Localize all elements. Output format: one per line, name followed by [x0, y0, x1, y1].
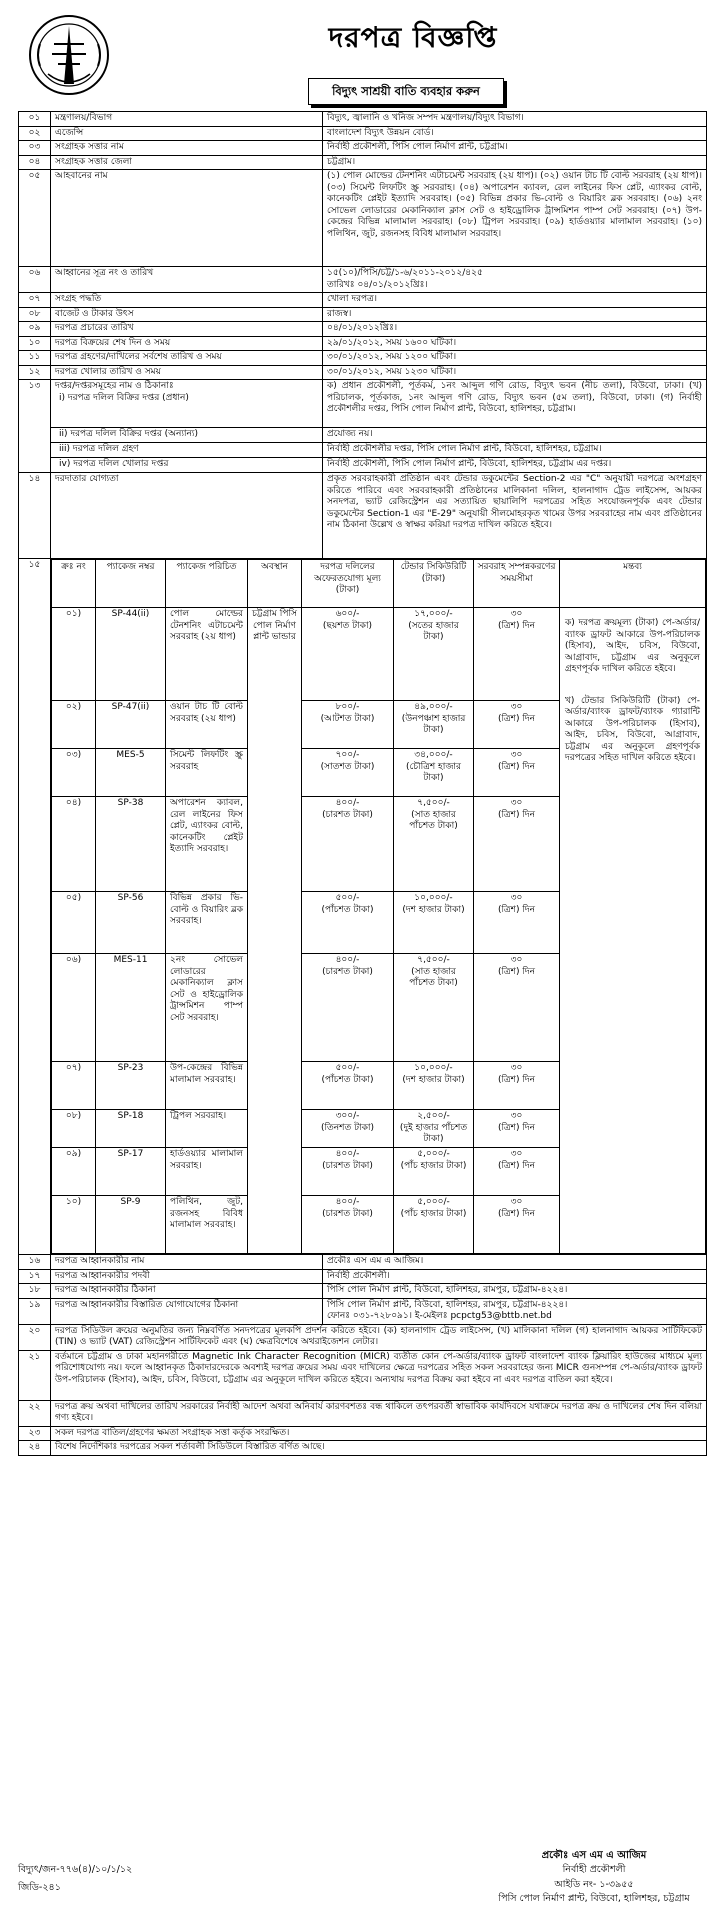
row-label: বাজেট ও টাকার উৎস	[51, 307, 323, 322]
security-words: (উনপঞ্চাশ হাজার টাকা)	[401, 713, 466, 736]
note-text: বিশেষ নির্দেশিকাঃ দরপত্রের সকল শর্তাবলী সিডিউলে বিস্তারিত বর্ণিত আছে।	[51, 1441, 707, 1456]
signatory-id: আইডি নং- ১-৩৯৫৫	[554, 1878, 634, 1890]
remarks-b: খ) টেন্ডার সিকিউরিটি (টাকা) পে-অর্ডার/ব্যাংক ড্রাফট/ব্যাংক গ্যারান্টি আকারে উপ-পরিচালক (হিসাব), আইদ, চবিস, বিউবো, আগ্রাবাদ, চট্টগ্রাম এর অনুকূলে গ্রহণপূর্বক দরপত্রের সহিত দাখিল করিতে হইবে।	[565, 695, 700, 764]
package-serial: ০৯)	[52, 1148, 96, 1196]
row-number: ১৯	[19, 1298, 51, 1324]
package-description: পলিথিন, জুট, রজনসহ বিবিধ মালামাল সরবরাহ।	[166, 1196, 248, 1254]
row-label: এজেন্সি	[51, 126, 323, 141]
package-delivery-time	[474, 954, 560, 1062]
row-value	[323, 1284, 707, 1299]
row-value-line: প্রকৌঃ এস এম এ আজিম।	[327, 1256, 424, 1267]
row13-heading: দপ্তর/দপ্তরসমূহের নাম ও ঠিকানাঃ	[55, 381, 174, 392]
note-text: দরপত্র ক্রয় অথবা দাখিলের তারিখ সরকারের নির্বাহী আদেশ অথবা অনিবার্য কারণবশতঃ বন্ধ থাকিলে তৎপরবর্তী স্বাভাবিক কার্যদিবসে যথাক্রমে দরপত্র ক্রয় ও দাখিলের শেষ দিন বলিয়া গণ্য হইবে।	[51, 1400, 707, 1426]
package-price	[302, 892, 394, 954]
package-security	[394, 701, 474, 749]
security-figure: ১০,০০০/-	[414, 893, 453, 904]
row-number: ০৭	[19, 293, 51, 308]
row-value-line: ১৫(১০)/পিসি/চট্ট/১-৬/২০১১-২০১২/৪২৫	[327, 268, 483, 279]
package-serial: ০৪)	[52, 797, 96, 892]
days-words: (ত্রিশ) দিন	[497, 966, 536, 977]
footer	[18, 1848, 707, 1910]
row-label: সংগ্রাহক সত্তার নাম	[51, 141, 323, 156]
package-security	[394, 749, 474, 797]
security-figure: ১০,০০০/-	[414, 1063, 453, 1074]
package-delivery-time	[474, 749, 560, 797]
row-value-line: পিসি পোল নির্মাণ প্লান্ট, বিউবো, হালিশহর, রামপুর, চট্টগ্রাম-৪২২৪।	[327, 1285, 568, 1296]
row-label: দরপত্র আহ্বানকারীর বিস্তারিত যোগাযোগের ঠিকানা	[51, 1298, 323, 1324]
security-figure: ৭,৫০০/-	[417, 798, 450, 809]
package-serial: ০৫)	[52, 892, 96, 954]
days-words: (ত্রিশ) দিন	[497, 1074, 536, 1085]
package-delivery-time	[474, 1196, 560, 1254]
row-number: ১৮	[19, 1284, 51, 1299]
row-value	[323, 365, 707, 380]
note-text: সকল দরপত্র বাতিল/গ্রহণের ক্ষমতা সংগ্রাহক সত্তা কর্তৃক সংরক্ষিত।	[51, 1426, 707, 1441]
price-words: (চারশত টাকা)	[322, 1160, 373, 1171]
row-label: দরপত্র আহ্বানকারীর পদবী	[51, 1269, 323, 1284]
row-value	[323, 1255, 707, 1270]
column-header-time: সরবরাহ সম্পন্নকরণের সময়সীমা	[474, 560, 560, 608]
package-price	[302, 1062, 394, 1110]
security-words: (সতের হাজার টাকা)	[408, 620, 459, 643]
row-label: সংগ্রহ পদ্ধতি	[51, 293, 323, 308]
days-figure: ৩০	[510, 1149, 523, 1160]
package-number: MES-11	[96, 954, 166, 1062]
package-row	[52, 608, 706, 701]
row-label	[51, 428, 323, 443]
row-number: ১৬	[19, 1255, 51, 1270]
package-number: SP-17	[96, 1148, 166, 1196]
row-number: ০৮	[19, 307, 51, 322]
row-value	[323, 307, 707, 322]
package-location: চট্টগ্রাম পিসি পোল নির্মাণ প্লান্ট ভান্ডার	[248, 608, 302, 1254]
slogan-box: বিদ্যুৎ সাশ্রয়ী বাতি ব্যবহার করুন	[308, 78, 504, 105]
price-figure: ৩০০/-	[335, 1111, 360, 1122]
office-value: ক) প্রধান প্রকৌশলী, পূর্তকর্ম, ১নং আব্দুল গণি রোড, বিদ্যুৎ ভবন (নীচ তলা), বিউবো, ঢাকা। (খ) পরিচালক, পূর্তকাজ, ১নং আব্দুল গণি রোড, বিদ্যুৎ ভবন (৫ম তলা), বিউবো, ঢাকা। (গ) নির্বাহী প্রকৌশলীর দপ্তর, পিসি পোল নির্মাণ প্লান্ট, বিউবো, হালিশহর, চট্টগ্রাম।	[323, 380, 707, 428]
row-number: ০৯	[19, 322, 51, 337]
row-value-line: (১) পোল মোল্ডের টেনশনিং এটাচমেন্ট সরবরাহ (২য় ধাপ)। (০২) ওয়ান টাচ টি বোল্ট সরবরাহ (২য় ধাপ)। (০৩) সিমেন্ট লিফটিং স্ক্রু সরবরাহ। (০৪) অপারেশন ক্যাবল, রেল লাইনের ফিস প্লেট, এ্যাংকর বোল্ট, কানেকটিং প্লেইট ইত্যাদি সরবরাহ। (০৫) বিভিন্ন প্রকার ভি-বোল্ট ও বিয়ারিং ব্লক সরবরাহ। (০৬) ২নং সোভেল লোডারের মেকানিক্যাল ক্লাস সেট ও হাইড্রোলিক ট্রান্সমিশন পাম্প সেট সরবরাহ। (০৭) উপ-কেন্দ্রের বিভিন্ন মালামাল সরবরাহ। (০৮) ট্রিপল সরবরাহ। (০৯) হার্ডওয়্যার মালামাল সরবরাহ। (১০) পলিথিন, জুট, রজনসহ বিবিধ মালামাল সরবরাহ।	[327, 171, 702, 239]
office-value: প্রযোজ্য নয়।	[323, 428, 707, 443]
price-words: (চারশত টাকা)	[322, 1208, 373, 1219]
package-security	[394, 954, 474, 1062]
price-figure: ৫০০/-	[335, 1063, 360, 1074]
table-row	[19, 1298, 707, 1324]
table-row	[19, 293, 707, 308]
row-label	[51, 380, 323, 428]
table-row	[19, 155, 707, 170]
row-value	[323, 1298, 707, 1324]
package-header-row	[52, 560, 706, 608]
column-header-pkg: প্যাকেজ নম্বর	[96, 560, 166, 608]
tender-notice-table	[18, 111, 707, 1456]
security-words: (পাঁচ হাজার টাকা)	[400, 1208, 467, 1219]
row-number: ১০	[19, 336, 51, 351]
row-label: দরদাতার যোগ্যতা	[51, 473, 323, 559]
days-figure: ৩০	[510, 609, 523, 620]
row-number: ১৫	[19, 559, 51, 1255]
package-price	[302, 608, 394, 701]
row-number: ০২	[19, 126, 51, 141]
row-label: দরপত্র খোলার তারিখ ও সময়	[51, 365, 323, 380]
security-words: (দুই হাজার পাঁচশত টাকা)	[399, 1122, 468, 1145]
package-number: SP-18	[96, 1110, 166, 1148]
days-words: (ত্রিশ) দিন	[497, 620, 536, 631]
package-description: ট্রিপল সরবরাহ।	[166, 1110, 248, 1148]
signatory-address: পিসি পোল নির্মাণ প্লান্ট, বিউবো, হালিশহর, চট্টগ্রাম	[498, 1892, 690, 1904]
office-label: i) দরপত্র দলিল বিক্রির দপ্তর (প্রধান)	[59, 392, 189, 403]
days-words: (ত্রিশ) দিন	[497, 809, 536, 820]
row-number: ১২	[19, 365, 51, 380]
package-description: সিমেন্ট লিফটিং স্ক্রু সরবরাহ	[166, 749, 248, 797]
row-value	[323, 1269, 707, 1284]
signatory-title: নির্বাহী প্রকৌশলী	[562, 1864, 626, 1876]
row-value-line: নির্বাহী প্রকৌশলী, পিসি পোল নির্মাণ প্লান্ট, চট্টগ্রাম।	[327, 142, 508, 153]
row-value-line: পিসি পোল নির্মাণ প্লান্ট, বিউবো, হালিশহর, রামপুর, চট্টগ্রাম-৪২২৪।	[327, 1299, 568, 1310]
note-row	[19, 1324, 707, 1350]
security-words: (সাত হাজার পাঁচশত টাকা)	[409, 809, 458, 832]
row-label: আহ্বানের সূত্র নং ও তারিখ	[51, 267, 323, 293]
security-figure: ৫,০০০/-	[417, 1197, 450, 1208]
price-figure: ৪০০/-	[335, 955, 360, 966]
table-row	[19, 443, 707, 458]
row-value-line: রাজস্ব।	[327, 308, 352, 319]
gd-number: জিডি-২৪১	[18, 1882, 61, 1893]
column-header-loc: অবস্থান	[248, 560, 302, 608]
package-price	[302, 701, 394, 749]
row-number: ০৬	[19, 267, 51, 293]
table-row	[19, 336, 707, 351]
security-figure: ১৭,০০০/-	[414, 609, 453, 620]
reference-number: বিদ্যুৎ/জন-৭৭৬(৪)/১০/১/১২	[18, 1864, 133, 1875]
package-security	[394, 608, 474, 701]
package-table	[51, 559, 706, 1254]
security-figure: ৭,৫০০/-	[417, 955, 450, 966]
days-figure: ৩০	[510, 1197, 523, 1208]
package-description: ওয়ান টাচ টি বোল্ট সরবরাহ (২য় ধাপ)	[166, 701, 248, 749]
package-number: SP-38	[96, 797, 166, 892]
row-value	[323, 141, 707, 156]
package-security	[394, 1062, 474, 1110]
note-row	[19, 1350, 707, 1400]
row-value-line: চট্টগ্রাম।	[327, 156, 356, 167]
security-figure: ৪৯,০০০/-	[414, 702, 453, 713]
row-value	[323, 155, 707, 170]
row-value	[323, 170, 707, 267]
note-row	[19, 1400, 707, 1426]
table-row	[19, 141, 707, 156]
column-header-remarks: মন্তব্য	[560, 560, 706, 608]
signature-block	[489, 1848, 699, 1906]
security-words: (দশ হাজার টাকা)	[402, 904, 465, 915]
notice-header	[18, 8, 708, 108]
office-label: ii) দরপত্র দলিল বিক্রির দপ্তর (অন্যান্য)	[59, 429, 199, 440]
table-row	[19, 1269, 707, 1284]
table-row	[19, 473, 707, 559]
security-figure: ৩৪,০০০/-	[414, 750, 453, 761]
package-description: হার্ডওয়্যার মালামাল সরবরাহ।	[166, 1148, 248, 1196]
table-row	[19, 170, 707, 267]
price-words: (আটশত টাকা)	[320, 713, 375, 724]
row-value	[323, 473, 707, 559]
table-row	[19, 267, 707, 293]
office-value: নির্বাহী প্রকৌশলী, পিসি পোল নির্মাণ প্লান্ট, বিউবো, হালিশহর, চট্টগ্রাম এর দপ্তর।	[323, 458, 707, 473]
package-security	[394, 1148, 474, 1196]
note-text: বর্তমানে চট্টগ্রাম ও ঢাকা মহানগরীতে Magnetic Ink Character Recognition (MICR) ব্যতীত কোন পে-অর্ডার/ব্যাংক ড্রাফট বাংলাদেশ ব্যাংক ক্লিয়ারিং হাউজের মাধ্যমে মূল্য পরিশোধযোগ্য নয়। ফলে আহ্বানকৃত ঠিকাদারদেরকে অবশ্যই দরপত্র ক্রয়ের সময় এবং দাখিলের ক্ষেত্রে দরপত্রের সহিত সকল সরবরাহের জন্য MICR গুনসম্পন্ন পে-অর্ডার/ব্যাংক ড্রাফট উপ-পরিচালক (হিসাব), আইদ, চবিস, বিউবো, চট্টগ্রাম এর অনুকূলে দাখিল করিতে হইবে। অন্যথায় দরপত্র বিক্রয় করা হইবে না এবং দরপত্র বাতিল করা হইবে।	[51, 1350, 707, 1400]
table-row	[19, 112, 707, 127]
package-serial: ০১)	[52, 608, 96, 701]
table-row	[19, 351, 707, 366]
row-value	[323, 112, 707, 127]
package-description: বিভিন্ন প্রকার ভি-বোল্ট ও বিয়ারিং ব্লক সরবরাহ।	[166, 892, 248, 954]
row-number: ২৪	[19, 1441, 51, 1456]
row-value	[323, 267, 707, 293]
price-words: (পাঁচশত টাকা)	[321, 1074, 374, 1085]
row-label: আহবানের নাম	[51, 170, 323, 267]
days-words: (ত্রিশ) দিন	[497, 761, 536, 772]
days-words: (ত্রিশ) দিন	[497, 1122, 536, 1133]
row-label: মন্ত্রণালয়/বিভাগ	[51, 112, 323, 127]
row-number: ১১	[19, 351, 51, 366]
row-value-line: বিদ্যুৎ, জ্বালানি ও খনিজ সম্পদ মন্ত্রণালয়/বিদ্যুৎ বিভাগ।	[327, 113, 524, 123]
package-delivery-time	[474, 701, 560, 749]
package-serial: ০২)	[52, 701, 96, 749]
row-number: ০৫	[19, 170, 51, 267]
package-number: MES-5	[96, 749, 166, 797]
note-row	[19, 1426, 707, 1441]
office-label: iii) দরপত্র দলিল গ্রহণ	[59, 444, 139, 455]
row-label	[51, 443, 323, 458]
table-row	[19, 1255, 707, 1270]
column-header-sec: টেন্ডার সিকিউরিটি (টাকা)	[394, 560, 474, 608]
office-label: iv) দরপত্র দলিল খোলার দপ্তর	[59, 459, 169, 470]
days-figure: ৩০	[510, 750, 523, 761]
price-figure: ৬০০/-	[335, 609, 360, 620]
row-number: ২০	[19, 1324, 51, 1350]
package-number: SP-56	[96, 892, 166, 954]
package-price	[302, 1110, 394, 1148]
package-price	[302, 797, 394, 892]
package-security	[394, 797, 474, 892]
price-figure: ৪০০/-	[335, 1149, 360, 1160]
row-number: ২৩	[19, 1426, 51, 1441]
table-row	[19, 458, 707, 473]
row-value-line: ফোনঃ ০৩১-৭২৮০৯১। ই-মেইলঃ pcpctg53@bttb.net.bd	[327, 1311, 552, 1322]
row-value-line: ৩০/০১/২০১২, সময় ১২০০ ঘটিকা।	[327, 352, 457, 363]
package-remarks	[560, 608, 706, 1254]
column-header-desc: প্যাকেজ পরিচিত	[166, 560, 248, 608]
row-number: ১৪	[19, 473, 51, 559]
column-header-price: দরপত্র দলিলের অফেরতযোগ্য মূল্য (টাকা)	[302, 560, 394, 608]
table-row	[19, 307, 707, 322]
row-label	[51, 458, 323, 473]
price-figure: ৪০০/-	[335, 798, 360, 809]
package-number: SP-9	[96, 1196, 166, 1254]
row-label: দরপত্র গ্রহণের/দাখিলের সর্বশেষ তারিখ ও সময়	[51, 351, 323, 366]
package-description: ২নং সোভেল লোডারের মেকানিক্যাল ক্লাস সেট ও হাইড্রোলিক ট্রান্সমিশন পাম্প সেট সরবরাহ।	[166, 954, 248, 1062]
package-delivery-time	[474, 1148, 560, 1196]
package-security	[394, 892, 474, 954]
row-label: দরপত্র বিক্রয়ের শেষ দিন ও সময়	[51, 336, 323, 351]
row-value-line: তারিখঃ ০৪/০১/২০১২খ্রিঃ।	[327, 279, 428, 290]
row-number: ১৩	[19, 380, 51, 473]
days-words: (ত্রিশ) দিন	[497, 713, 536, 724]
package-serial: ০৬)	[52, 954, 96, 1062]
row-label: দরপত্র প্রচারের তারিখ	[51, 322, 323, 337]
package-description: উপ-কেন্দ্রের বিভিন্ন মালামাল সরবরাহ।	[166, 1062, 248, 1110]
row-value-line: বাংলাদেশ বিদ্যুৎ উন্নয়ন বোর্ড।	[327, 127, 434, 138]
package-number: SP-23	[96, 1062, 166, 1110]
row-label: দরপত্র আহ্বানকারীর নাম	[51, 1255, 323, 1270]
table-row	[19, 1284, 707, 1299]
security-figure: ২,৫০০/-	[417, 1111, 450, 1122]
row-value	[323, 322, 707, 337]
package-serial: ০৩)	[52, 749, 96, 797]
table-row	[19, 559, 707, 1255]
package-delivery-time	[474, 797, 560, 892]
package-delivery-time	[474, 1110, 560, 1148]
row-number: ০৩	[19, 141, 51, 156]
package-price	[302, 1148, 394, 1196]
package-serial: ০৮)	[52, 1110, 96, 1148]
security-words: (পাঁচ হাজার টাকা)	[400, 1160, 467, 1171]
office-value: নির্বাহী প্রকৌশলীর দপ্তর, পিসি পোল নির্মাণ প্লান্ট, বিউবো, হালিশহর, চট্টগ্রাম।	[323, 443, 707, 458]
row-label: সংগ্রাহক সত্তার জেলা	[51, 155, 323, 170]
days-words: (ত্রিশ) দিন	[497, 904, 536, 915]
column-header-sl: ক্রঃ নং	[52, 560, 96, 608]
days-words: (ত্রিশ) দিন	[497, 1208, 536, 1219]
row-value-line: ০৪/০১/২০১২খ্রিঃ।	[327, 323, 398, 334]
row-number: ১৭	[19, 1269, 51, 1284]
package-delivery-time	[474, 1062, 560, 1110]
package-description: পোল মোল্ডের টেনশনিং এটাচমেন্ট সরবরাহ (২য় ধাপ)	[166, 608, 248, 701]
days-figure: ৩০	[510, 1063, 523, 1074]
package-price	[302, 1196, 394, 1254]
row-value	[323, 126, 707, 141]
days-figure: ৩০	[510, 955, 523, 966]
row-value	[323, 351, 707, 366]
row-label: দরপত্র আহ্বানকারীর ঠিকানা	[51, 1284, 323, 1299]
row-value-line: নির্বাহী প্রকৌশলী।	[327, 1270, 390, 1281]
price-figure: ৫০০/-	[335, 893, 360, 904]
row-value	[323, 336, 707, 351]
price-figure: ৭০০/-	[335, 750, 360, 761]
price-words: (চারশত টাকা)	[322, 966, 373, 977]
days-figure: ৩০	[510, 893, 523, 904]
days-figure: ৩০	[510, 1111, 523, 1122]
row-number: ২১	[19, 1350, 51, 1400]
security-words: (দশ হাজার টাকা)	[402, 1074, 465, 1085]
note-text: দরপত্র সিডিউল ক্রয়ের অনুমতির জন্য নিম্নবর্ণিত সনদপত্রের মূলকপি প্রদর্শন করিতে হইবে। (ক) হালনাগাদ ট্রেড লাইসেন্স, (খ) মালিকানা দলিল (গ) হালনাগাদ আয়কর সার্টিফিকেট (TIN) ও ভ্যাট (VAT) রেজিস্ট্রেশন সার্টিফিকেট এবং (ঘ) ক্ষেত্রবিশেষে অথরাইজেশন লেটার।	[51, 1324, 707, 1350]
price-words: (পাঁচশত টাকা)	[321, 904, 374, 915]
table-row	[19, 365, 707, 380]
package-serial: ০৭)	[52, 1062, 96, 1110]
price-words: (সাতশত টাকা)	[320, 761, 375, 772]
price-words: (তিনশত টাকা)	[320, 1122, 375, 1133]
row-number: ০৪	[19, 155, 51, 170]
table-row	[19, 380, 707, 428]
days-words: (ত্রিশ) দিন	[497, 1160, 536, 1171]
signatory-name: প্রকৌঃ এস এম এ আজিম	[541, 1850, 647, 1861]
package-serial: ১০)	[52, 1196, 96, 1254]
row-value-line: ৩০/০১/২০১২, সময় ১২৩০ ঘটিকা।	[327, 366, 457, 377]
row-value	[323, 293, 707, 308]
row-value-line: ২৯/০১/২০১২, সময় ১৬০০ ঘটিকা।	[327, 337, 457, 348]
table-row	[19, 428, 707, 443]
page-title: দরপত্র বিজ্ঞপ্তি	[328, 21, 498, 54]
package-price	[302, 749, 394, 797]
note-row	[19, 1441, 707, 1456]
bpdb-logo	[28, 14, 110, 96]
security-figure: ৫,০০০/-	[417, 1149, 450, 1160]
package-price	[302, 954, 394, 1062]
package-security	[394, 1196, 474, 1254]
row-number: ০১	[19, 112, 51, 127]
table-row	[19, 126, 707, 141]
package-delivery-time	[474, 608, 560, 701]
row-value-line: প্রকৃত সরবরাহকারী প্রতিষ্ঠান এবং টেন্ডার ডকুমেন্টের Section-2 এর "C" অনুযায়ী দরপত্রে অংশগ্রহণ করিতে পারিবে এবং সরবরাহকারী প্রতিষ্ঠানের মালিকানা দলিল, হালনাগাদ ট্রেড লাইসেন্স, আয়কর সনদপত্র, ভ্যাট রেজিস্ট্রেশন এর সত্যায়িত ছায়ালিপি দরপত্রের সহিত সংযোজনপূর্বক এবং টেন্ডার ডকুমেন্টের Section-1 এর "E-29" অনুযায়ী সীলমোহরকৃত খামের উপর সরবরাহের নাম এবং প্রতিষ্ঠানের নাম ঠিকানা উল্লেখ ও স্বাক্ষর করিয়া দরপত্র দাখিল করিতে হইবে।	[327, 474, 702, 531]
price-words: (চারশত টাকা)	[322, 809, 373, 820]
package-security	[394, 1110, 474, 1148]
price-figure: ৪০০/-	[335, 1197, 360, 1208]
row-value-line: খোলা দরপত্র।	[327, 294, 377, 305]
package-delivery-time	[474, 892, 560, 954]
security-words: (সাত হাজার পাঁচশত টাকা)	[409, 966, 458, 989]
row-number: ২২	[19, 1400, 51, 1426]
table-row	[19, 322, 707, 337]
package-number: SP-47(ii)	[96, 701, 166, 749]
package-description: অপারেশন ক্যাবল, রেল লাইনের ফিস প্লেট, এ্যাংকর বোল্ট, কানেকটিং প্লেইট ইত্যাদি সরবরাহ।	[166, 797, 248, 892]
package-number: SP-44(ii)	[96, 608, 166, 701]
days-figure: ৩০	[510, 798, 523, 809]
security-words: (চৌত্রিশ হাজার টাকা)	[406, 761, 461, 784]
package-table-cell	[51, 559, 707, 1255]
days-figure: ৩০	[510, 702, 523, 713]
remarks-a: ক) দরপত্র ক্রয়মূল্য (টাকা) পে-অর্ডার/ব্যাংক ড্রাফট আকারে উপ-পরিচালক (হিসাব), আইদ, চবিস, বিউবো, আগ্রাবাদ, চট্টগ্রাম এর অনুকূলে গ্রহণপূর্বক দাখিল করিতে হইবে।	[565, 618, 700, 675]
price-words: (ছয়শত টাকা)	[322, 620, 373, 631]
price-figure: ৮০০/-	[335, 702, 360, 713]
